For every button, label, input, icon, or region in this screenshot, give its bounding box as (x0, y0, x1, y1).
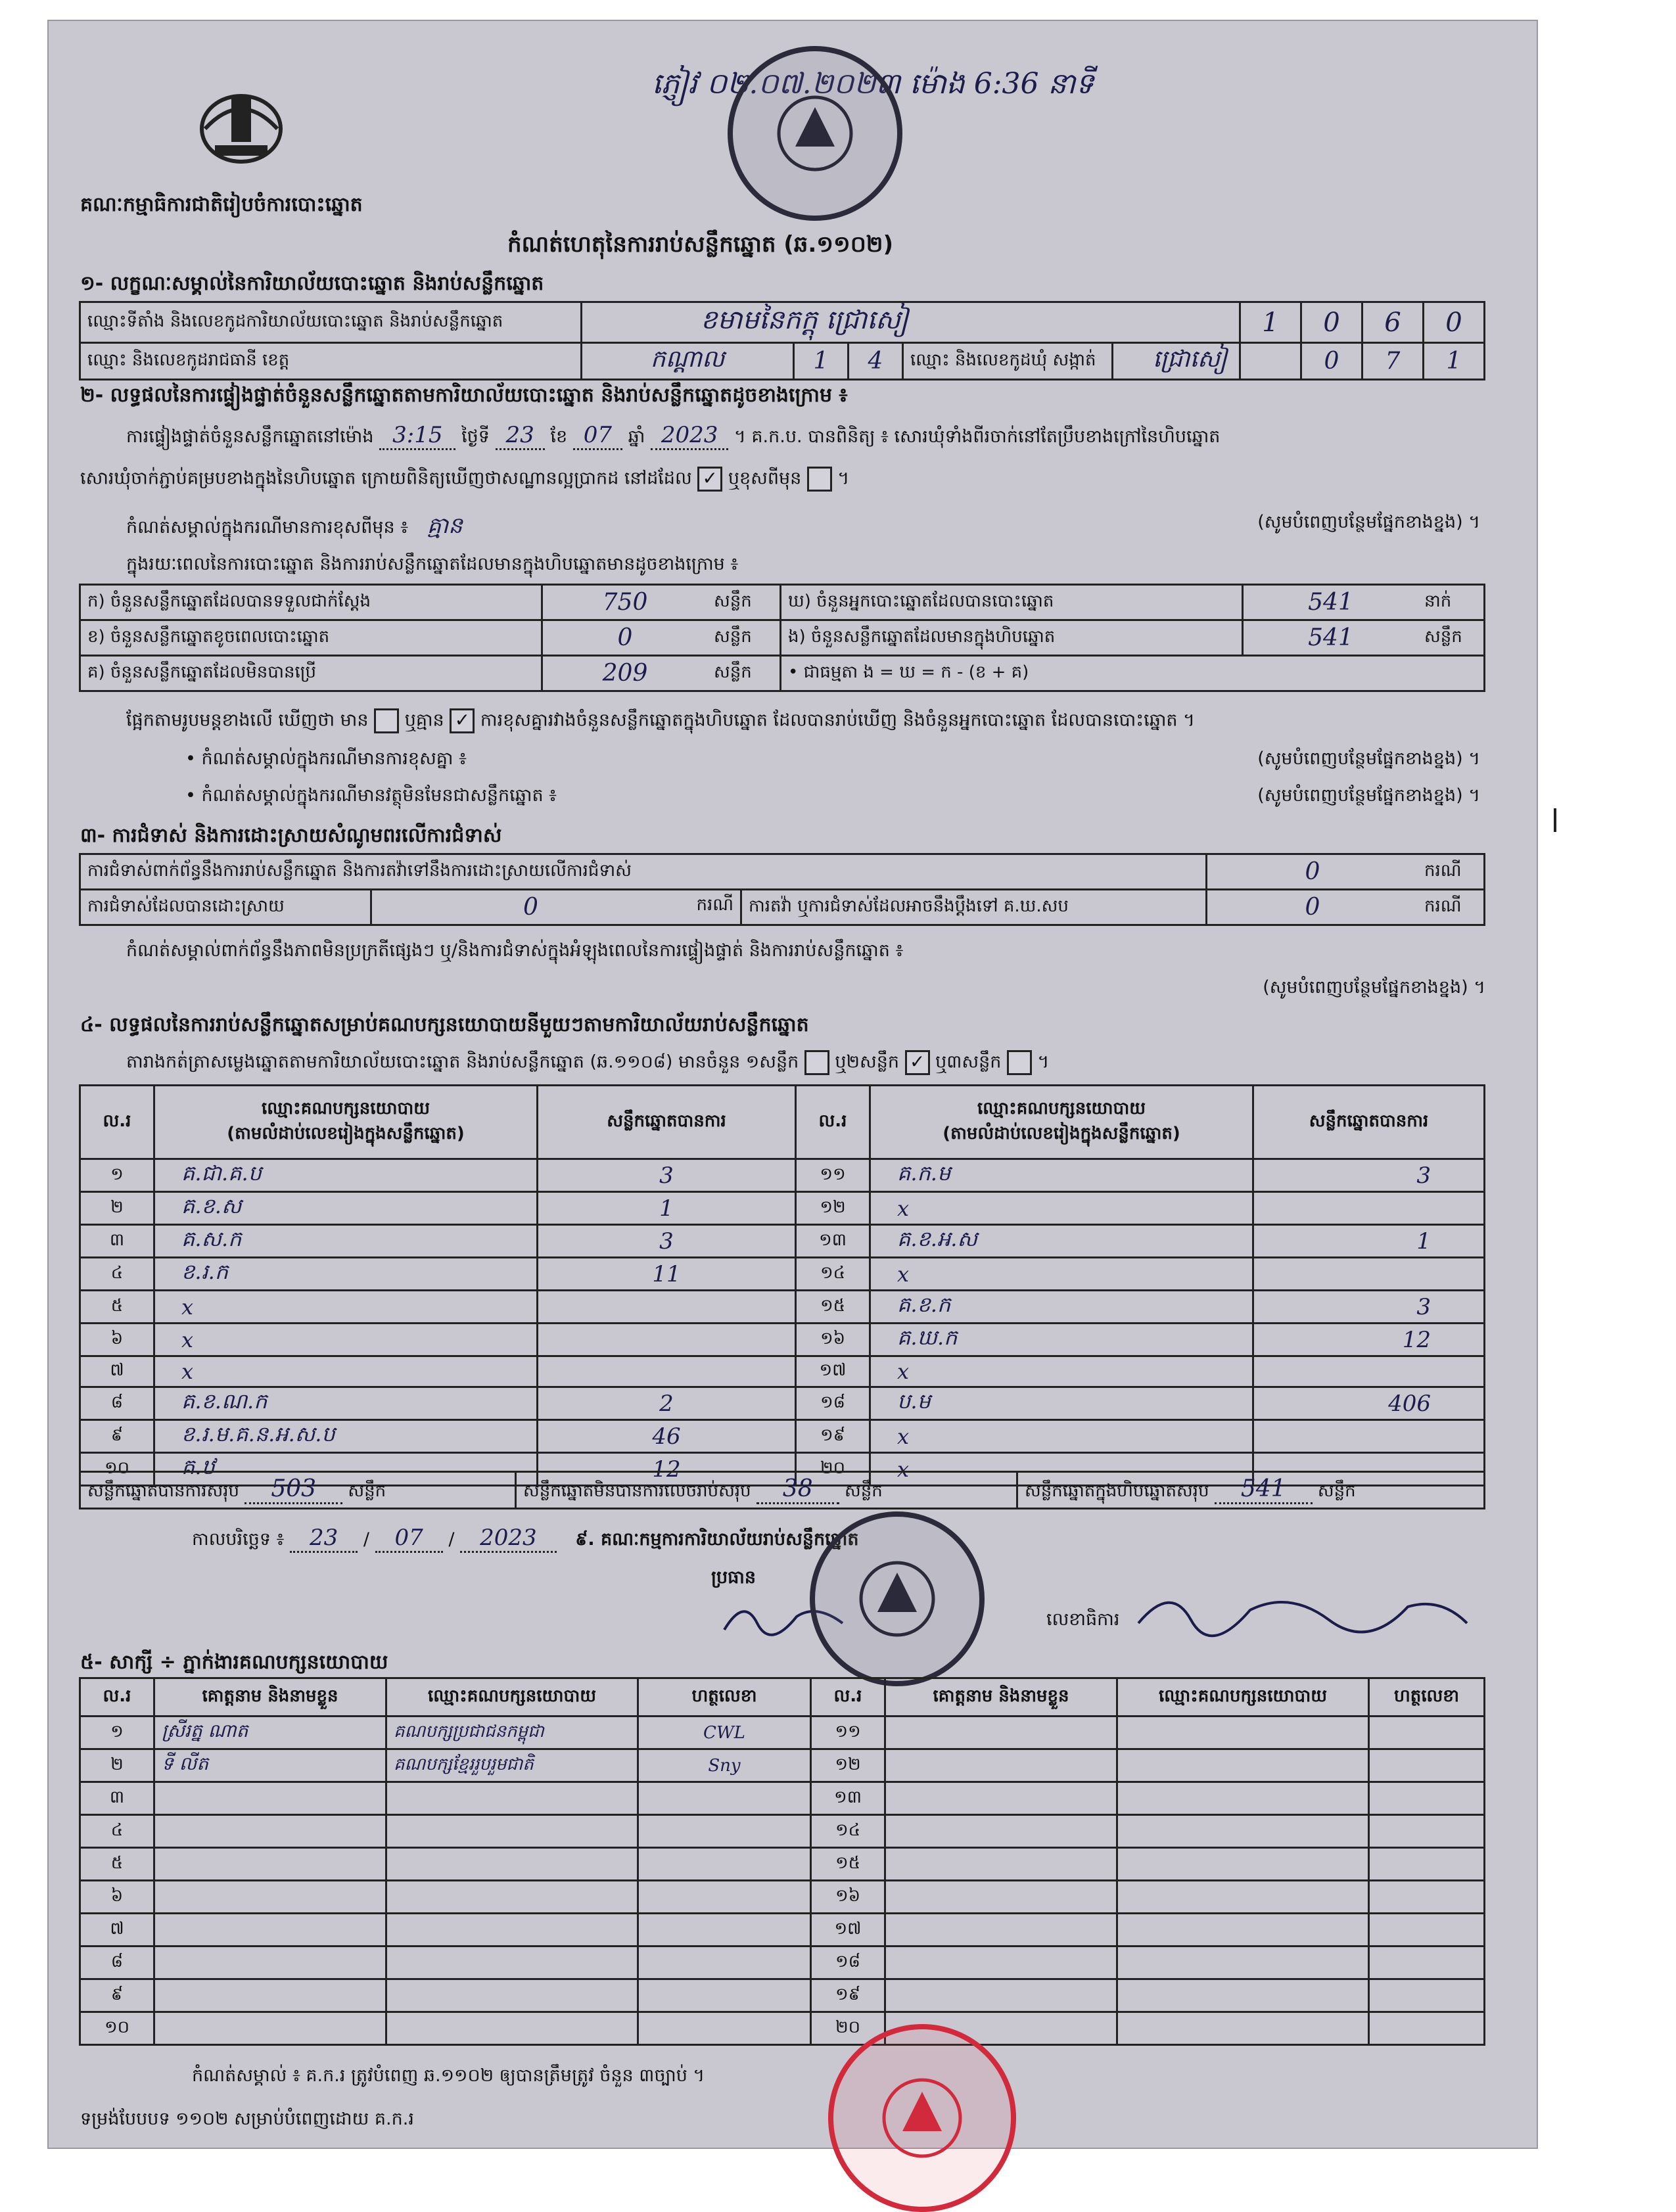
party-name: គ.ខ.អ.ស (870, 1225, 1253, 1258)
change-note-line (126, 511, 1480, 544)
party-no: ៧ (80, 1356, 154, 1387)
w-col-no-left: ល.រ (80, 1678, 154, 1717)
witness-name (885, 1947, 1117, 1979)
witness-party (1117, 1848, 1369, 1881)
witness-party (1117, 1979, 1369, 2012)
witness-name (885, 1848, 1117, 1881)
commune-name: ជ្រោសៀ (1152, 346, 1227, 373)
table-row (80, 1159, 1485, 1192)
witness-no: ៤ (80, 1815, 154, 1848)
bullet-difference (185, 748, 1480, 773)
fill-more-note-4: (សូមបំពេញបន្ថែមផ្នែកខាងខ្នង) ។ (1263, 977, 1485, 998)
margin-mark (1554, 808, 1556, 832)
witness-name (885, 1914, 1117, 1947)
table-row (80, 1192, 1485, 1225)
party-name: x (870, 1420, 1253, 1453)
received-value: 750 (542, 585, 708, 620)
party-name: គ.ឃ.ក (870, 1324, 1253, 1356)
witness-signature (1369, 1782, 1485, 1815)
fill-more-note-2: (សូមបំពេញបន្ថែមផ្នែកខាងខ្នង) ។ (1257, 749, 1480, 769)
party-no: ៩ (80, 1420, 154, 1453)
witness-no: ១៨ (811, 1947, 885, 1979)
witness-name (154, 1815, 386, 1848)
party-no: ២ (80, 1192, 154, 1225)
witness-party (386, 2012, 638, 2045)
fill-more-note-3: (សូមបំពេញបន្ថែមផ្នែកខាងខ្នង) ។ (1257, 785, 1480, 806)
witness-name (154, 1979, 386, 2012)
checkbox-changed[interactable] (807, 467, 832, 492)
witness-signature (1369, 1979, 1485, 2012)
table-row (80, 1914, 1485, 1947)
witness-no: ៥ (80, 1848, 154, 1881)
witness-signature (638, 1947, 811, 1979)
verification-text-a: ការផ្ទៀងផ្ទាត់ចំនួនសន្លឹកឆ្នោតនៅម៉ោង (126, 426, 374, 447)
red-seal-icon (828, 2024, 1016, 2212)
table-row (80, 1815, 1485, 1848)
witness-no: ១៩ (811, 1979, 885, 2012)
total-invalid-unit: សន្លឹក (844, 1481, 883, 1501)
lock-or-text: ឬខុសពីមុន (728, 468, 802, 489)
total-invalid-label: សន្លឹកឆ្នោតមិនបានការលេចរាប់សរុប (523, 1481, 751, 1501)
total-box-unit: សន្លឹក (1317, 1481, 1356, 1501)
witness-party (386, 1848, 638, 1881)
witness-signature (638, 1881, 811, 1914)
party-name: x (154, 1324, 538, 1356)
difference-or: ឬគ្មាន (404, 710, 444, 731)
verification-day: 23 (496, 422, 545, 450)
witness-name (885, 1749, 1117, 1782)
voters-label: ឃ) ចំនួនអ្នកបោះឆ្នោតដែលបានបោះឆ្នោត (781, 585, 1243, 620)
witness-name: ទី លីត (154, 1749, 386, 1782)
witness-signature (638, 1782, 811, 1815)
col-party-right-sub: (តាមលំដាប់លេខរៀងក្នុងសន្លឹកឆ្នោត) (943, 1123, 1180, 1143)
party-votes (538, 1324, 796, 1356)
party-no: ១២ (796, 1192, 870, 1225)
voters-value: 541 (1243, 585, 1418, 620)
party-votes: 46 (538, 1420, 796, 1453)
party-votes: 406 (1253, 1387, 1485, 1420)
province-name: កណ្ដាល (582, 343, 794, 380)
witness-signature (1369, 1881, 1485, 1914)
table-row (80, 1420, 1485, 1453)
w-col-party-left: ឈ្មោះគណបក្សនយោបាយ (386, 1678, 638, 1717)
party-name: x (870, 1356, 1253, 1387)
party-results-table (79, 1084, 1485, 1486)
date-month: 07 (375, 1525, 443, 1553)
witness-signature (1369, 1749, 1485, 1782)
witness-signature (638, 1979, 811, 2012)
witness-party (386, 1881, 638, 1914)
table-row (80, 1291, 1485, 1324)
lock-line: សោរឃុំចាក់ភ្ជាប់គម្របខាងក្នុងនៃហិបឆ្នោត ក្រោយពិនិត្យឃើញថាសណ្ឋានល្អប្រាកដ នៅដដែល ✓ ឬខុសពីមុន ។ (80, 467, 849, 494)
table-row (80, 1225, 1485, 1258)
verification-text-c: ខែ (550, 426, 568, 447)
witness-party: គណបក្សប្រជាជនកម្ពុជា (386, 1717, 638, 1749)
total-box-value: 541 (1215, 1475, 1313, 1504)
witness-no: ៦ (80, 1881, 154, 1914)
witness-party (1117, 1782, 1369, 1815)
checkbox-difference-no[interactable]: ✓ (450, 708, 475, 733)
table-row (80, 1749, 1485, 1782)
official-seal-icon (728, 46, 902, 221)
witness-no: ១៤ (811, 1815, 885, 1848)
form-title: កំណត់ហេតុនៃការរាប់សន្លឹកឆ្នោត (ឆ.១១០២) (507, 231, 894, 258)
committee-name: គណៈកម្មាធិការជាតិរៀបចំការបោះឆ្នោត (80, 193, 363, 216)
date-year: 2023 (460, 1525, 557, 1553)
objection-label: ការជំទាស់ពាក់ព័ន្ធនឹងការរាប់សន្លឹកឆ្នោត និងការតវ៉ាទៅនឹងការដោះស្រាយលើការជំទាស់ (80, 854, 1207, 890)
secretary-label: លេខាធិការ (1046, 1609, 1120, 1630)
witness-signature (1369, 1815, 1485, 1848)
form-note: ទម្រង់បែបបទ ១១០២ សម្រាប់បំពេញដោយ គ.ក.រ (80, 2109, 414, 2129)
irregularity-note: កំណត់សម្គាល់ពាក់ព័ន្ធនឹងភាពមិនប្រក្រតីផ្សេងៗ ឬ/និងការជំទាស់ក្នុងអំឡុងពេលនៃការផ្ទៀងផ្ទាត់ និងការរាប់សន្លឹកឆ្នោត ៖ (126, 940, 904, 961)
party-name: ខ.រ.ម.គ.ន.អ.ស.ប (154, 1420, 538, 1453)
party-no: ៣ (80, 1225, 154, 1258)
checkbox-difference-yes[interactable] (374, 708, 399, 733)
party-votes (1253, 1192, 1485, 1225)
witness-party (1117, 2012, 1369, 2045)
appeal-label: ការតវ៉ា ឬការជំទាស់ដែលអាចនឹងប្ដឹងទៅ គ.ឃ.សប (741, 890, 1207, 925)
witness-signature (638, 1848, 811, 1881)
unused-unit: សន្លឹក (707, 656, 781, 691)
party-no: ៨ (80, 1387, 154, 1420)
witness-no: ១១ (811, 1717, 885, 1749)
party-votes (1253, 1258, 1485, 1291)
difference-line (126, 708, 1195, 735)
witness-signature (1369, 1848, 1485, 1881)
verification-text-e: ។ គ.ក.ប. បានពិនិត្យ ៖ សោរឃុំទាំងពីរចាក់នៅតែប្រឹបខាងក្រៅនៃហិបឆ្នោត (734, 426, 1221, 447)
bullet-nonballot-label: • កំណត់សម្គាល់ក្នុងករណីមានវត្ថុមិនមែនជាសន្លឹកឆ្នោត ៖ (185, 785, 557, 806)
witness-signature (1369, 2012, 1485, 2045)
party-no: ១១ (796, 1159, 870, 1192)
w-col-name-left: គោត្តនាម និងនាមខ្លួន (154, 1678, 386, 1717)
party-name: គ.ឋ (154, 1453, 538, 1486)
section1-title: ១- លក្ខណៈសម្គាល់នៃការិយាល័យបោះឆ្នោត និងរាប់សន្លឹកឆ្នោត (80, 272, 544, 295)
resolved-label: ការជំទាស់ដែលបានដោះស្រាយ (80, 890, 371, 925)
witness-no: ១២ (811, 1749, 885, 1782)
total-invalid-value: 38 (757, 1475, 839, 1504)
party-votes: 11 (538, 1258, 796, 1291)
witness-signature: Sny (638, 1749, 811, 1782)
inbox-unit: សន្លឹក (1418, 620, 1485, 656)
verification-year: 2023 (651, 422, 729, 450)
section1-table (79, 301, 1485, 380)
witness-no: ១៧ (811, 1914, 885, 1947)
difference-text-a: ផ្អែកតាមរូបមន្តខាងលើ ឃើញថា មាន (126, 710, 369, 731)
resolved-unit: ករណី (696, 895, 733, 915)
checkbox-three-sheet[interactable] (1007, 1050, 1032, 1075)
witness-name (885, 1717, 1117, 1749)
witness-no: ១០ (80, 2012, 154, 2045)
witness-signature (638, 2012, 811, 2045)
party-no: ១៨ (796, 1387, 870, 1420)
party-no: ៤ (80, 1258, 154, 1291)
commune-code-1: 0 (1301, 343, 1362, 380)
witness-party (1117, 1914, 1369, 1947)
form-sheet (47, 20, 1538, 2149)
party-votes: 1 (538, 1192, 796, 1225)
table-row (80, 1324, 1485, 1356)
tally-sheet-text: តារាងកត់ត្រាសម្លេងឆ្នោតតាមការិយាល័យបោះឆ្នោត និងរាប់សន្លឹកឆ្នោត (ឆ.១១០៨) មានចំនួន ១សន្លឹក (126, 1051, 799, 1072)
col-party-left (154, 1086, 538, 1159)
province-label: ឈ្មោះ និងលេខកូដរាជធានី ខេត្ត (80, 343, 582, 380)
section3-title: ៣- ការជំទាស់ និងការដោះស្រាយសំណូមពរលើការជំទាស់ (80, 824, 502, 847)
date-line: កាលបរិច្ឆេទ ៖ 23 / 07 / 2023 ៩. គណៈកម្មការការិយាល័យរាប់សន្លឹកឆ្នោត (192, 1525, 859, 1554)
party-no: ៦ (80, 1324, 154, 1356)
party-votes: 12 (538, 1453, 796, 1486)
witness-party (386, 1782, 638, 1815)
receipt-note: ភ្ញៀវ ០២.០៧.២០២៣ ម៉ោង 6:36 នាទី (652, 67, 1094, 101)
witness-no: ២០ (811, 2012, 885, 2045)
witness-name (154, 2012, 386, 2045)
party-votes: 3 (1253, 1159, 1485, 1192)
commune-code-2: 7 (1362, 343, 1424, 380)
witness-party (1117, 1947, 1369, 1979)
site-name: ខមាមនៃកក្ដុ ជ្រោសៀ (582, 302, 1240, 343)
verification-time: 3:15 (379, 422, 455, 450)
party-votes (1253, 1420, 1485, 1453)
national-emblem-icon (185, 83, 297, 168)
appeal-value: 0 (1207, 890, 1418, 925)
witness-no: ៨ (80, 1947, 154, 1979)
spoiled-unit: សន្លឹក (707, 620, 781, 656)
col-no-left: ល.រ (80, 1086, 154, 1159)
checkbox-one-sheet[interactable] (804, 1050, 829, 1075)
witness-no: ១៥ (811, 1848, 885, 1881)
footnote: កំណត់សម្គាល់ ៖ គ.ក.រ ត្រូវបំពេញ ឆ.១១០២ ឲ្យបានត្រឹមត្រូវ ចំនួន ៣ច្បាប់ ។ (192, 2065, 705, 2086)
col-party-left-sub: (តាមលំដាប់លេខរៀងក្នុងសន្លឹកឆ្នោត) (227, 1123, 465, 1143)
party-no: ១៤ (796, 1258, 870, 1291)
party-name: x (870, 1453, 1253, 1486)
verification-text-b: ថ្ងៃទី (461, 426, 490, 447)
province-code-2: 4 (849, 344, 903, 379)
party-name: គ.ខ.ក (870, 1291, 1253, 1324)
checkbox-unchanged[interactable]: ✓ (697, 467, 722, 492)
witness-table (79, 1677, 1485, 2046)
witness-no: ២ (80, 1749, 154, 1782)
witness-no: ១៣ (811, 1782, 885, 1815)
col-votes-left: សន្លឹកឆ្នោតបានការ (538, 1086, 796, 1159)
witness-no: ៩ (80, 1979, 154, 2012)
witness-signature (638, 1815, 811, 1848)
party-no: ១៩ (796, 1420, 870, 1453)
party-name: គ.ខ.ស (154, 1192, 538, 1225)
col-party-left-title: ឈ្មោះគណបក្សនយោបាយ (262, 1098, 430, 1118)
section5-title: ៥- សាក្សី ÷ ភ្នាក់ងារគណបក្សនយោបាយ (80, 1651, 388, 1674)
party-no: ២០ (796, 1453, 870, 1486)
table-row (80, 1979, 1485, 2012)
objection-value: 0 (1207, 854, 1418, 890)
witness-party (1117, 1881, 1369, 1914)
party-votes (538, 1356, 796, 1387)
received-unit: សន្លឹក (707, 585, 781, 620)
party-no: ១៣ (796, 1225, 870, 1258)
witness-party: គណបក្សខ្មែររួបរួមជាតិ (386, 1749, 638, 1782)
table-row (80, 1717, 1485, 1749)
table-row (80, 2012, 1485, 2045)
col-no-right: ល.រ (796, 1086, 870, 1159)
party-name: x (870, 1258, 1253, 1291)
site-code-2: 0 (1301, 302, 1362, 343)
party-votes: 3 (538, 1225, 796, 1258)
witness-name (885, 1815, 1117, 1848)
witness-name (885, 1979, 1117, 2012)
verification-line (126, 422, 1220, 451)
bullet-nonballot (185, 785, 1480, 810)
party-name: x (154, 1291, 538, 1324)
total-valid-label: សន្លឹកឆ្នោតបានការសរុប (87, 1481, 240, 1501)
party-name: ខ.រ.ក (154, 1258, 538, 1291)
received-label: ក) ចំនួនសន្លឹកឆ្នោតដែលបានទទួលជាក់ស្ដែង (80, 585, 542, 620)
change-note-label: កំណត់សម្គាល់ក្នុងករណីមានការខុសពីមុន ៖ (126, 517, 409, 538)
party-name: x (154, 1356, 538, 1387)
fill-more-note: (សូមបំពេញបន្ថែមផ្នែកខាងខ្នង) ។ (1257, 512, 1480, 532)
witness-party (386, 1914, 638, 1947)
tally-sheet-line: តារាងកត់ត្រាសម្លេងឆ្នោតតាមការិយាល័យបោះឆ្នោត និងរាប់សន្លឹកឆ្នោត (ឆ.១១០៨) មានចំនួន ១សន្លឹក ឬ២សន្លឹក ✓ ឬ៣សន្លឹក ។ (126, 1050, 1049, 1077)
objection-table (79, 853, 1485, 926)
voters-unit: នាក់ (1418, 585, 1485, 620)
site-label: ឈ្មោះទីតាំង និងលេខកូដការិយាល័យបោះឆ្នោត និងរាប់សន្លឹកឆ្នោត (80, 302, 582, 343)
witness-name (154, 1947, 386, 1979)
committee-seal-icon (810, 1511, 985, 1686)
appeal-unit: ករណី (1418, 890, 1485, 925)
table-row (80, 1881, 1485, 1914)
party-votes: 3 (538, 1159, 796, 1192)
party-name: គ.ក.ម (870, 1159, 1253, 1192)
party-no: ១៧ (796, 1356, 870, 1387)
section4-title: ៤- លទ្ធផលនៃការរាប់សន្លឹកឆ្នោតសម្រាប់គណបក្សនយោបាយនីមួយៗតាមការិយាល័យរាប់សន្លឹកឆ្នោត (80, 1013, 809, 1036)
witness-name (154, 1914, 386, 1947)
party-name: ប.ម (870, 1387, 1253, 1420)
witness-no: ៣ (80, 1782, 154, 1815)
witness-signature: CWL (638, 1717, 811, 1749)
witness-party (386, 1947, 638, 1979)
w-col-sign-right: ហត្ថលេខា (1369, 1678, 1485, 1717)
objection-unit: ករណី (1418, 854, 1485, 890)
change-note-value: គ្មាន (427, 513, 463, 539)
verification-month: 07 (573, 422, 622, 450)
witness-signature (1369, 1914, 1485, 1947)
total-box-label: សន្លឹកឆ្នោតក្នុងហិបឆ្នោតសរុប (1025, 1481, 1209, 1501)
witness-name (885, 1782, 1117, 1815)
total-valid-unit: សន្លឹក (348, 1481, 386, 1501)
total-valid-value: 503 (244, 1475, 342, 1504)
party-votes: 12 (1253, 1324, 1485, 1356)
party-votes: 3 (1253, 1291, 1485, 1324)
witness-name (154, 1881, 386, 1914)
witness-name (154, 1848, 386, 1881)
date-day: 23 (290, 1525, 358, 1553)
party-name: x (870, 1192, 1253, 1225)
formula-note: • ជាធម្មតា ង = ឃ = ក - (ខ + គ) (781, 656, 1485, 691)
witness-party (386, 1979, 638, 2012)
witness-party (386, 1815, 638, 1848)
spoiled-label: ខ) ចំនួនសន្លឹកឆ្នោតខូចពេលបោះឆ្នោត (80, 620, 542, 656)
party-votes (538, 1291, 796, 1324)
two-sheet-label: ឬ២សន្លឹក (835, 1051, 899, 1072)
three-sheet-label: ឬ៣សន្លឹក (935, 1051, 1002, 1072)
site-code-4: 0 (1424, 302, 1485, 343)
table-row (80, 1387, 1485, 1420)
verification-text-d: ឆ្នាំ (628, 426, 645, 447)
bullet-difference-label: • កំណត់សម្គាល់ក្នុងករណីមានការខុសគ្នា ៖ (185, 749, 467, 769)
witness-no: ១ (80, 1717, 154, 1749)
w-col-sign-left: ហត្ថលេខា (638, 1678, 811, 1717)
date-label: កាលបរិច្ឆេទ ៖ (192, 1529, 285, 1550)
committee-signature-label: ៩. គណៈកម្មការការិយាល័យរាប់សន្លឹកឆ្នោត (575, 1529, 859, 1550)
witness-signature (638, 1914, 811, 1947)
witness-party (1117, 1749, 1369, 1782)
unused-label: គ) ចំនួនសន្លឹកឆ្នោតដែលមិនបានប្រើ (80, 656, 542, 691)
province-code-1: 1 (795, 344, 849, 379)
party-no: ១៦ (796, 1324, 870, 1356)
party-votes (1253, 1356, 1485, 1387)
table-row (80, 1258, 1485, 1291)
ballot-count-table (79, 584, 1485, 692)
party-no: ១០ (80, 1453, 154, 1486)
witness-no: ៧ (80, 1914, 154, 1947)
party-name: គ.ខ.ណ.ក (154, 1387, 538, 1420)
unused-value: 209 (542, 656, 708, 691)
w-col-name-right: គោត្តនាម និងនាមខ្លួន (885, 1678, 1117, 1717)
witness-name (885, 1881, 1117, 1914)
checkbox-two-sheet[interactable]: ✓ (905, 1050, 930, 1075)
totals-table (79, 1471, 1485, 1509)
period-intro: ក្នុងរយៈពេលនៃការបោះឆ្នោត និងការរាប់សន្លឹកឆ្នោតដែលមានក្នុងហិបឆ្នោតមានដូចខាងក្រោម ៖ (126, 554, 739, 574)
spoiled-value: 0 (542, 620, 708, 656)
resolved-value: 0 (523, 894, 538, 921)
inbox-value: 541 (1243, 620, 1418, 656)
w-col-party-right: ឈ្មោះគណបក្សនយោបាយ (1117, 1678, 1369, 1717)
witness-party (1117, 1717, 1369, 1749)
secretary-signature-icon (1132, 1584, 1474, 1646)
commune-code-3: 1 (1424, 343, 1485, 380)
inbox-label: ង) ចំនួនសន្លឹកឆ្នោតដែលមានក្នុងហិបឆ្នោត (781, 620, 1243, 656)
party-votes: 1 (1253, 1225, 1485, 1258)
party-votes: 2 (538, 1387, 796, 1420)
party-name: គ.ស.ក (154, 1225, 538, 1258)
party-no: ៥ (80, 1291, 154, 1324)
commune-label: ឈ្មោះ និងលេខកូដឃុំ សង្កាត់ (903, 344, 1113, 379)
table-row (80, 1356, 1485, 1387)
witness-signature (1369, 1717, 1485, 1749)
w-col-no-right: ល.រ (811, 1678, 885, 1717)
table-row (80, 1782, 1485, 1815)
col-party-right-title: ឈ្មោះគណបក្សនយោបាយ (977, 1098, 1146, 1118)
site-code-1: 1 (1240, 302, 1301, 343)
site-code-3: 6 (1362, 302, 1424, 343)
party-no: ១ (80, 1159, 154, 1192)
witness-name: ស្រីរត្ន ណាត (154, 1717, 386, 1749)
party-no: ១៥ (796, 1291, 870, 1324)
witness-signature (1369, 1947, 1485, 1979)
section2-title: ២- លទ្ធផលនៃការផ្ទៀងផ្ទាត់ចំនួនសន្លឹកឆ្នោតតាមការិយាល័យបោះឆ្នោត និងរាប់សន្លឹកឆ្នោតដូចខាងក្រោម ៖ (80, 384, 848, 407)
table-row (80, 1848, 1485, 1881)
difference-text-b: ការខុសគ្នារវាងចំនួនសន្លឹកឆ្នោតក្នុងហិបឆ្នោត ដែលបានរាប់ឃើញ និងចំនួនអ្នកបោះឆ្នោត ដែលបានបោះឆ្នោត ។ (480, 710, 1195, 731)
table-row (80, 1947, 1485, 1979)
col-votes-right: សន្លឹកឆ្នោតបានការ (1253, 1086, 1485, 1159)
col-party-right (870, 1086, 1253, 1159)
party-name: គ.ជា.គ.ប (154, 1159, 538, 1192)
witness-party (1117, 1815, 1369, 1848)
lock-text: សោរឃុំចាក់ភ្ជាប់គម្របខាងក្នុងនៃហិបឆ្នោត ក្រោយពិនិត្យឃើញថាសណ្ឋានល្អប្រាកដ នៅដដែល (80, 468, 692, 489)
witness-name (154, 1782, 386, 1815)
chair-label: ប្រធាន (711, 1567, 757, 1588)
witness-no: ១៦ (811, 1881, 885, 1914)
